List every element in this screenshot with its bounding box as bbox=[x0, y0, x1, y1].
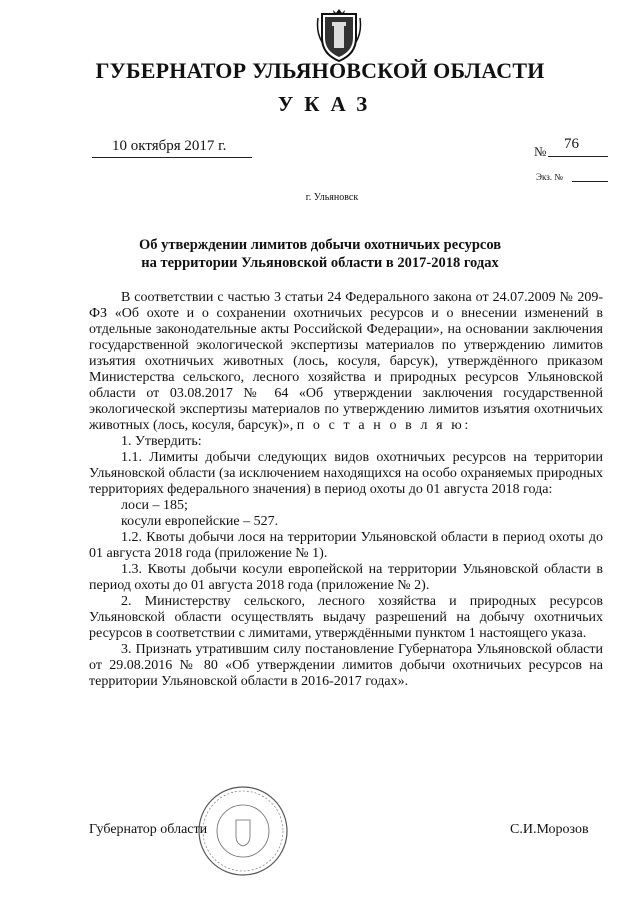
number-field bbox=[548, 138, 608, 157]
document-title bbox=[80, 236, 560, 272]
limit-moose: лоси – 185; bbox=[121, 498, 188, 513]
paragraph-intro bbox=[89, 290, 603, 434]
date-field bbox=[92, 138, 252, 158]
issue-city: г. Ульяновск bbox=[305, 192, 359, 203]
signatory-position: Губернатор области bbox=[89, 822, 208, 837]
signatory-name: С.И.Морозов bbox=[510, 822, 589, 837]
paragraph-item-3: 3. Признать утратившим силу постановление Губернатора Ульяновской области от 29.08.2016 № 80 «Об утверждении лимитов добычи охотничьих ресурсов на территории Ульяновской области в 2016-2017 годах». bbox=[89, 642, 603, 689]
number-sign: № bbox=[534, 144, 547, 159]
paragraph-item-1-1: 1.1. Лимиты добычи следующих видов охотничьих ресурсов на территории Ульяновской области (за исключением находящихся на особо охраняемых природных территориях федерального значения) в период охоты до 01 августа 2018 года: bbox=[89, 450, 603, 497]
intro-text: В соответствии с частью 3 статьи 24 Федерального закона от 24.07.2009 № 209-ФЗ «Об охоте и о сохранении охотничьих ресурсов и о внесении изменений в отдельные законодательные акты Российской Федерации», на основании заключения государственной экологической экспертизы материалов по утверждению лимитов изъятия охотничьих животных (лось, косуля, барсук), утверждённого приказом Министерства сельского, лесного хозяйства и природных ресурсов Ульяновской области от 03.08.2017 № 64 «Об утверждении заключения государственной экологической экспертизы материалов по утверждению лимитов изъятия охотничьих животных (лось, косуля, барсук)», bbox=[89, 290, 603, 433]
paragraph-item-1: 1. Утвердить: bbox=[121, 434, 202, 449]
official-seal-icon bbox=[196, 784, 290, 878]
paragraph-item-1-3: 1.3. Квоты добычи косули европейской на территории Ульяновской области в период охоты до 01 августа 2018 года (приложение № 2). bbox=[89, 562, 603, 593]
decree-word: п о с т а н о в л я ю: bbox=[296, 418, 471, 433]
paragraph-item-2: 2. Министерству сельского, лесного хозяйства и природных ресурсов Ульяновской области осуществлять выдачу разрешений на добычу охотничьих ресурсов в соответствии с лимитами, утверждёнными пунктом 1 настоящего указа. bbox=[89, 594, 603, 641]
title-line-2: на территории Ульяновской области в 2017-2018 годах bbox=[141, 255, 499, 271]
document-date: 10 октября 2017 г. bbox=[112, 138, 227, 154]
limit-roe-deer: косули европейские – 527. bbox=[121, 514, 279, 529]
document-body bbox=[89, 290, 603, 690]
title-line-1: Об утверждении лимитов добычи охотничьих ресурсов bbox=[138, 237, 502, 253]
paragraph-item-1-2: 1.2. Квоты добычи лося на территории Ульяновской области в период охоты до 01 августа 2018 года (приложение № 1). bbox=[89, 530, 603, 561]
issuing-authority: ГУБЕРНАТОР УЛЬЯНОВСКОЙ ОБЛАСТИ bbox=[95, 58, 545, 83]
coat-of-arms-icon bbox=[316, 8, 362, 64]
document-type: УКАЗ bbox=[277, 92, 379, 116]
copy-number-label: Экз. № bbox=[536, 172, 563, 182]
document-number: 76 bbox=[564, 136, 579, 152]
copy-number-line bbox=[572, 181, 608, 182]
